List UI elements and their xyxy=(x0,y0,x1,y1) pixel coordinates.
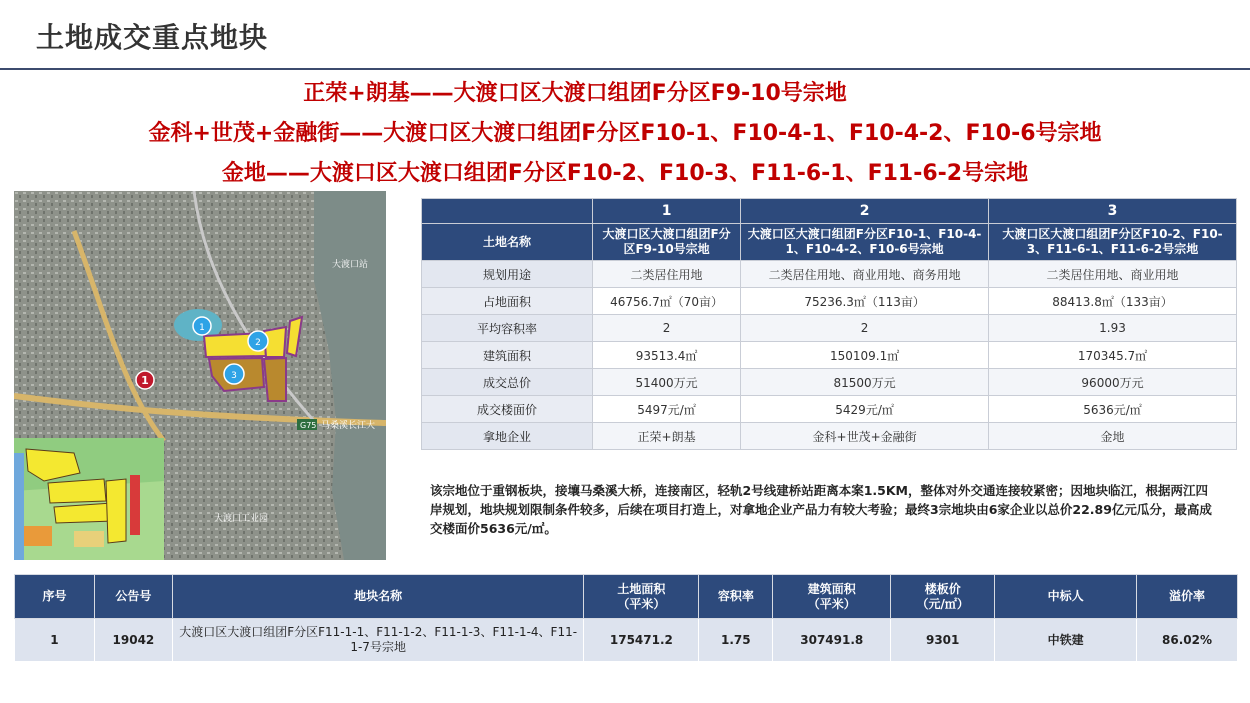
table-cell: 2 xyxy=(593,315,741,342)
header-land-area: 土地面积 （平米） xyxy=(584,575,699,619)
headline-3: 金地——大渡口区大渡口组团F分区F10-2、F10-3、F11-6-1、F11-6-2号宗地 xyxy=(221,161,1029,186)
header-index: 序号 xyxy=(15,575,95,619)
table-row xyxy=(15,619,1238,662)
table-cell: 88413.8㎡（133亩） xyxy=(989,288,1237,315)
table-cell: 96000万元 xyxy=(989,369,1237,396)
map-project-marker xyxy=(136,371,154,389)
table-row xyxy=(422,342,1237,369)
table-cell: 二类居住用地、商业用地 xyxy=(989,261,1237,288)
table-row xyxy=(422,423,1237,450)
table-cell: 正荣+朗基 xyxy=(593,423,741,450)
page-title: 土地成交重点地块 xyxy=(36,21,269,54)
table-cell: 5636元/㎡ xyxy=(989,396,1237,423)
map-marker-2 xyxy=(248,331,268,351)
land-deal-table xyxy=(14,574,1238,662)
table-cell: 大渡口区大渡口组团F分区F11-1-1、F11-1-2、F11-1-3、F11-1-4、F11-1-7号宗地 xyxy=(172,619,584,662)
table-cell: 170345.7㎡ xyxy=(989,342,1237,369)
table-cell: 1 xyxy=(15,619,95,662)
header-notice-no: 公告号 xyxy=(94,575,172,619)
table-cell: 1.75 xyxy=(699,619,773,662)
planning-inset-map xyxy=(14,438,164,560)
table-cell: 307491.8 xyxy=(773,619,891,662)
row-label-name: 土地名称 xyxy=(422,224,593,261)
map-highway-label: G75 xyxy=(300,421,317,430)
table-cell: 150109.1㎡ xyxy=(741,342,989,369)
row-label: 拿地企业 xyxy=(422,423,593,450)
table-cell: 金地 xyxy=(989,423,1237,450)
parcel-name-1: 大渡口区大渡口组团F分区F9-10号宗地 xyxy=(593,224,741,261)
table-row xyxy=(422,396,1237,423)
table-cell: 51400万元 xyxy=(593,369,741,396)
map-marker-3 xyxy=(224,364,244,384)
column-header-2: 2 xyxy=(741,199,989,224)
svg-text:1: 1 xyxy=(199,323,205,333)
svg-text:2: 2 xyxy=(255,338,261,348)
header-premium-rate: 溢价率 xyxy=(1137,575,1238,619)
table-cell: 5429元/㎡ xyxy=(741,396,989,423)
table-cell: 5497元/㎡ xyxy=(593,396,741,423)
header-floor-price: 楼板价 （元/㎡） xyxy=(891,575,995,619)
header-winner: 中标人 xyxy=(995,575,1137,619)
table-cell: 1.93 xyxy=(989,315,1237,342)
parcel-detail-table xyxy=(421,198,1237,450)
table-cell: 81500万元 xyxy=(741,369,989,396)
table-cell: 金科+世茂+金融街 xyxy=(741,423,989,450)
map-park-label: 大渡口工业园 xyxy=(214,514,269,524)
svg-text:3: 3 xyxy=(231,371,237,381)
parcel-name-2: 大渡口区大渡口组团F分区F10-1、F10-4-1、F10-4-2、F10-6号宗地 xyxy=(741,224,989,261)
title-divider xyxy=(0,68,1250,70)
table-cell: 46756.7㎡（70亩） xyxy=(593,288,741,315)
table-cell: 86.02% xyxy=(1137,619,1238,662)
table-cell: 93513.4㎡ xyxy=(593,342,741,369)
table-row xyxy=(422,369,1237,396)
row-label: 建筑面积 xyxy=(422,342,593,369)
headline-2: 金科+世茂+金融街——大渡口区大渡口组团F分区F10-1、F10-4-1、F10-4-2、F10-6号宗地 xyxy=(148,121,1102,146)
row-label: 成交总价 xyxy=(422,369,593,396)
table-cell: 2 xyxy=(741,315,989,342)
row-label: 成交楼面价 xyxy=(422,396,593,423)
row-label: 平均容积率 xyxy=(422,315,593,342)
headline-1: 正荣+朗基——大渡口区大渡口组团F分区F9-10号宗地 xyxy=(303,81,847,106)
table-header-blank xyxy=(422,199,593,224)
satellite-image xyxy=(14,191,386,560)
header-plot-ratio: 容积率 xyxy=(699,575,773,619)
table-row xyxy=(422,315,1237,342)
map-station-label: 大渡口站 xyxy=(332,260,369,270)
table-row xyxy=(422,288,1237,315)
table-cell: 二类居住用地 xyxy=(593,261,741,288)
map-road-label: 马桑溪长江大 xyxy=(321,421,376,431)
table-cell: 75236.3㎡（113亩） xyxy=(741,288,989,315)
row-label: 规划用途 xyxy=(422,261,593,288)
parcel-name-3: 大渡口区大渡口组团F分区F10-2、F10-3、F11-6-1、F11-6-2号宗地 xyxy=(989,224,1237,261)
table-cell: 二类居住用地、商业用地、商务用地 xyxy=(741,261,989,288)
table-cell: 9301 xyxy=(891,619,995,662)
header-floor-area: 建筑面积 （平米） xyxy=(773,575,891,619)
row-label: 占地面积 xyxy=(422,288,593,315)
column-header-3: 3 xyxy=(989,199,1237,224)
svg-text:1: 1 xyxy=(141,374,149,387)
column-header-1: 1 xyxy=(593,199,741,224)
market-description: 该宗地位于重钢板块，接壤马桑溪大桥，连接南区，轻轨2号线建桥站距离本案1.5KM，整体对外交通连接较紧密；因地块临江，根据两江四岸规划，地块规划限制条件较多，后续在项目打造上，对拿地企业产品力有较大考验；最终3宗地块由6家企业以总价22.89亿元瓜分，最高成交楼面价5636元/㎡。 xyxy=(430,483,1212,536)
site-map xyxy=(14,191,386,560)
table-cell: 19042 xyxy=(94,619,172,662)
table-cell: 中铁建 xyxy=(995,619,1137,662)
header-parcel-name: 地块名称 xyxy=(172,575,584,619)
table-row xyxy=(422,261,1237,288)
map-marker-1 xyxy=(193,317,211,335)
table-cell: 175471.2 xyxy=(584,619,699,662)
